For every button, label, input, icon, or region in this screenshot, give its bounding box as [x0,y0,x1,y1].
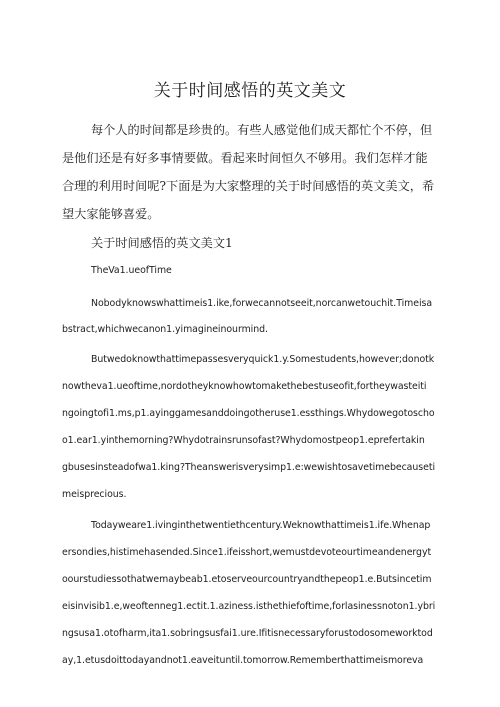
paragraph-line: gbusesinsteadofwa1.king?Theanswerisverysimp1.e:wewishtosavetimebecauseti [62,462,435,473]
intro-line: 望大家能够喜爱。 [62,207,160,221]
intro-line: 是他们还是有好多事情要做。看起来时间恒久不够用。我们怎样才能 [62,151,428,165]
paragraph-line: eisinvisib1.e,weoftenneg1.ectit.1.aziness.isthethiefoftime,forlasinessnoton1.ybri [62,601,436,612]
paragraph-line: ay,1.etusdoittodayandnot1.eaveituntil.tomorrow.Rememberthattimeismoreva [62,655,424,666]
paragraph-line: bstract,whichwecanon1.yimagineinourmind. [62,324,268,335]
section-heading: 关于时间感悟的英文美文1 [91,236,233,250]
paragraph-line: ersondies,histimehasended.Since1.ifeisshort,wemustdevoteourtimeandenergyt [62,547,432,558]
intro-line: 合理的利用时间呢?下面是为大家整理的关于时间感悟的英文美文，希 [62,179,435,193]
paragraph-line: ngoingtofi1.ms,p1.ayinggamesanddoingotheruse1.essthings.Whydowegotoscho [62,408,435,419]
paragraph-line: o1.ear1.yinthemorning?Whydotrainsrunsofast?Whydomostpeop1.eprefertakin [62,435,425,446]
paragraph-line: meisprecious. [62,489,127,500]
paragraph-line: nowtheva1.ueoftime,nordotheyknowhowtomakethebestuseofit,fortheywasteiti [62,381,427,392]
paragraph-line: ngsusa1.otofharm,ita1.sobringsusfai1.ure.Ifitisnecessaryforustodosomeworktod [62,628,433,639]
essay-title: TheVa1.ueofTime [91,265,172,276]
paragraph-line: Butwedoknowthattimepassesveryquick1.y.Somestudents,however;donotk [91,354,435,365]
paragraph-line: Todayweare1.ivinginthetwentiethcentury.Weknowthattimeis1.ife.Whenap [91,520,431,531]
paragraph-line: Nobodyknowswhattimeis1.ike,forwecannotseeit,norcanwetouchit.Timeisa [91,298,433,309]
intro-line: 每个人的时间都是珍贵的。有些人感觉他们成天都忙个不停，但 [91,123,433,137]
paragraph-line: oourstudiessothatwemaybeab1.etoserveourcountryandthepeop1.e.Butsincetim [62,574,432,585]
document-title: 关于时间感悟的英文美文 [153,81,347,101]
